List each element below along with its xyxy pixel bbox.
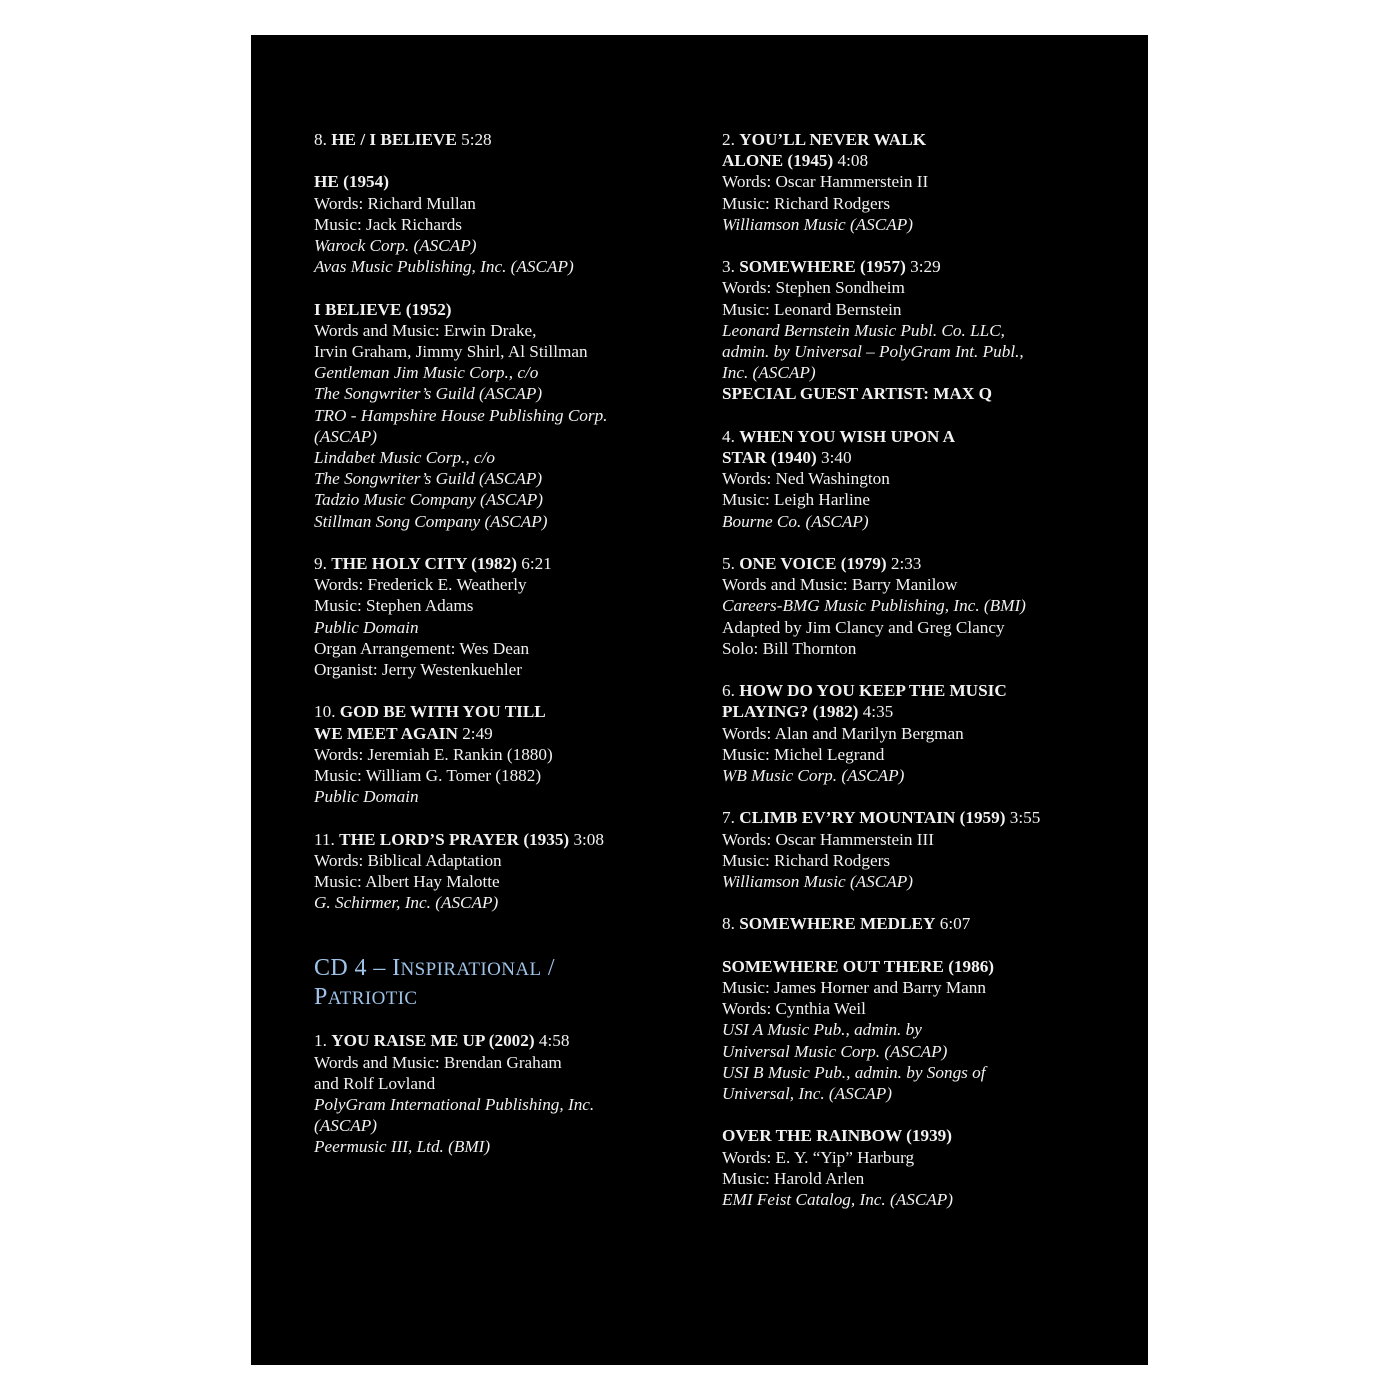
track-number: 6. bbox=[722, 681, 735, 701]
publisher: Williamson Music (ASCAP) bbox=[722, 872, 913, 892]
publisher: Warock Corp. (ASCAP) bbox=[314, 236, 477, 255]
section-title-line bbox=[314, 984, 694, 1013]
track-number: 10. bbox=[314, 702, 336, 722]
words-credit: Words: Jeremiah E. Rankin (1880) bbox=[314, 744, 553, 764]
track-title: WHEN YOU WISH UPON A bbox=[739, 426, 956, 446]
music-credit: Music: Harold Arlen bbox=[722, 1168, 865, 1188]
track-time: 2:49 bbox=[462, 723, 493, 743]
song-title: I BELIEVE (1952) bbox=[314, 299, 452, 319]
track-1-you-raise-me-up bbox=[314, 1030, 694, 1157]
title-part: NSPIRATIONAL bbox=[400, 959, 542, 981]
track-9-holy-city bbox=[314, 553, 694, 680]
music-credit: Music: Stephen Adams bbox=[314, 596, 474, 616]
publisher: Universal, Inc. (ASCAP) bbox=[722, 1084, 892, 1104]
song-he bbox=[314, 171, 694, 277]
publisher: Williamson Music (ASCAP) bbox=[722, 214, 913, 234]
adaptation-credit: Adapted by Jim Clancy and Greg Clancy bbox=[722, 617, 1005, 637]
track-heading-cont bbox=[722, 150, 1122, 171]
track-heading-cont bbox=[722, 447, 1122, 468]
music-credit: Music: William G. Tomer (1882) bbox=[314, 766, 542, 786]
left-column bbox=[314, 129, 694, 1179]
track-time: 3:40 bbox=[821, 448, 852, 468]
track-time: 3:08 bbox=[573, 829, 604, 849]
words-credit: Words: Frederick E. Weatherly bbox=[314, 575, 527, 595]
track-time: 3:55 bbox=[1009, 808, 1041, 828]
track-title: WE MEET AGAIN bbox=[314, 723, 458, 743]
track-title: THE LORD’S PRAYER (1935) bbox=[339, 829, 570, 849]
publisher: Tadzio Music Company (ASCAP) bbox=[314, 490, 544, 510]
music-credit: Music: James Horner and Barry Mann bbox=[722, 978, 986, 998]
track-heading-cont bbox=[722, 701, 1122, 722]
track-4-when-you-wish bbox=[722, 426, 1122, 532]
words-music-credit: and Rolf Lovland bbox=[314, 1073, 436, 1093]
words-credit: Words: E. Y. “Yip” Harburg bbox=[722, 1147, 915, 1167]
words-credit: Words: Oscar Hammerstein III bbox=[722, 829, 934, 849]
right-column bbox=[722, 129, 1122, 1231]
song-over-the-rainbow bbox=[722, 1125, 1122, 1210]
music-credit: Music: Michel Legrand bbox=[722, 744, 885, 764]
booklet-page bbox=[251, 35, 1148, 1365]
track-time: 2:33 bbox=[890, 554, 922, 574]
song-title: OVER THE RAINBOW (1939) bbox=[722, 1126, 952, 1146]
words-music-credit: Words and Music: Barry Manilow bbox=[722, 575, 958, 595]
words-credit: Words: Stephen Sondheim bbox=[722, 278, 905, 298]
track-number: 1. bbox=[314, 1031, 327, 1051]
publisher: EMI Feist Catalog, Inc. (ASCAP) bbox=[722, 1190, 954, 1210]
music-credit: Music: Richard Rodgers bbox=[722, 193, 891, 213]
track-title: HE / I BELIEVE bbox=[331, 130, 457, 149]
title-part: / bbox=[541, 955, 555, 982]
track-5-one-voice bbox=[722, 553, 1122, 659]
track-heading bbox=[314, 829, 694, 850]
track-6-how-do-you-keep bbox=[722, 680, 1122, 786]
publisher: Public Domain bbox=[314, 617, 419, 637]
publisher: Public Domain bbox=[314, 787, 419, 807]
publisher: Careers-BMG Music Publishing, Inc. (BMI) bbox=[722, 596, 1026, 616]
track-number: 2. bbox=[722, 130, 735, 149]
section-title-line bbox=[314, 955, 694, 984]
publisher: Avas Music Publishing, Inc. (ASCAP) bbox=[314, 257, 574, 277]
track-title: SOMEWHERE (1957) bbox=[739, 257, 906, 277]
track-number: 7. bbox=[722, 808, 735, 828]
track-title: PLAYING? (1982) bbox=[722, 702, 859, 722]
track-2-youll-never-walk-alone bbox=[722, 129, 1122, 235]
track-title: THE HOLY CITY (1982) bbox=[331, 554, 517, 574]
publisher: Inc. (ASCAP) bbox=[722, 363, 816, 383]
track-title: CLIMB EV’RY MOUNTAIN (1959) bbox=[739, 808, 1006, 828]
music-credit: Music: Leigh Harline bbox=[722, 490, 870, 510]
guest-artist: SPECIAL GUEST ARTIST: MAX Q bbox=[722, 384, 993, 404]
track-number: 11. bbox=[314, 829, 335, 849]
track-heading bbox=[314, 1030, 694, 1051]
track-heading-cont bbox=[314, 723, 694, 744]
track-8-he-i-believe bbox=[314, 129, 694, 150]
track-title: YOU RAISE ME UP (2002) bbox=[331, 1031, 535, 1051]
publisher: Stillman Song Company (ASCAP) bbox=[314, 511, 548, 531]
music-credit: Music: Leonard Bernstein bbox=[722, 299, 902, 319]
publisher: G. Schirmer, Inc. (ASCAP) bbox=[314, 893, 499, 913]
track-number: 8. bbox=[722, 914, 735, 934]
title-part: P bbox=[314, 983, 328, 1010]
title-part: ATRIOTIC bbox=[327, 987, 418, 1009]
track-title: ONE VOICE (1979) bbox=[739, 554, 887, 574]
publisher: USI B Music Pub., admin. by Songs of bbox=[722, 1062, 986, 1082]
track-time: 6:21 bbox=[521, 554, 552, 574]
publisher: The Songwriter’s Guild (ASCAP) bbox=[314, 384, 543, 404]
track-3-somewhere bbox=[722, 256, 1122, 404]
track-7-climb-every-mountain bbox=[722, 807, 1122, 892]
track-number: 5. bbox=[722, 554, 735, 574]
track-10-god-be-with-you bbox=[314, 701, 694, 807]
track-8-somewhere-medley bbox=[722, 913, 1122, 934]
song-i-believe bbox=[314, 299, 694, 532]
words-credit: Words: Oscar Hammerstein II bbox=[722, 172, 929, 192]
words-credit: Words: Cynthia Weil bbox=[722, 999, 866, 1019]
track-heading bbox=[722, 129, 1122, 150]
publisher: admin. by Universal – PolyGram Int. Publ., bbox=[722, 342, 1024, 362]
publisher: The Songwriter’s Guild (ASCAP) bbox=[314, 469, 543, 489]
arrangement-credit: Organ Arrangement: Wes Dean bbox=[314, 638, 530, 658]
track-time: 4:08 bbox=[837, 151, 869, 171]
track-title: GOD BE WITH YOU TILL bbox=[339, 702, 546, 722]
publisher: TRO - Hampshire House Publishing Corp. bbox=[314, 405, 608, 425]
publisher: USI A Music Pub., admin. by bbox=[722, 1020, 922, 1040]
track-number: 9. bbox=[314, 554, 327, 574]
words-credit: Words: Alan and Marilyn Bergman bbox=[722, 723, 964, 743]
publisher: WB Music Corp. (ASCAP) bbox=[722, 766, 905, 786]
track-time: 3:29 bbox=[910, 257, 941, 277]
track-heading bbox=[722, 256, 1122, 277]
track-title: ALONE (1945) bbox=[722, 151, 834, 171]
solo-credit: Solo: Bill Thornton bbox=[722, 638, 857, 658]
song-somewhere-out-there bbox=[722, 956, 1122, 1104]
track-heading bbox=[722, 913, 1122, 934]
words-credit: Words: Ned Washington bbox=[722, 469, 890, 489]
title-part: CD 4 – I bbox=[314, 955, 401, 982]
track-number: 4. bbox=[722, 426, 735, 446]
track-heading bbox=[314, 129, 694, 150]
track-time: 5:28 bbox=[461, 130, 492, 149]
track-time: 6:07 bbox=[939, 914, 971, 934]
music-credit: Music: Albert Hay Malotte bbox=[314, 872, 500, 892]
music-credit: Music: Jack Richards bbox=[314, 214, 462, 234]
track-number: 8. bbox=[314, 130, 327, 149]
track-heading bbox=[314, 553, 694, 574]
track-title: HOW DO YOU KEEP THE MUSIC bbox=[739, 681, 1007, 701]
track-title: STAR (1940) bbox=[722, 448, 817, 468]
publisher: Peermusic III, Ltd. (BMI) bbox=[314, 1137, 491, 1157]
publisher: Leonard Bernstein Music Publ. Co. LLC, bbox=[722, 320, 1005, 340]
organist-credit: Organist: Jerry Westenkuehler bbox=[314, 660, 522, 680]
track-title: YOU’LL NEVER WALK bbox=[739, 130, 927, 149]
publisher: Gentleman Jim Music Corp., c/o bbox=[314, 363, 539, 383]
publisher: (ASCAP) bbox=[314, 426, 378, 446]
track-heading bbox=[722, 680, 1122, 701]
track-heading bbox=[722, 426, 1122, 447]
publisher: Universal Music Corp. (ASCAP) bbox=[722, 1041, 948, 1061]
track-heading bbox=[314, 701, 694, 722]
words-credit: Words: Richard Mullan bbox=[314, 193, 476, 213]
track-heading bbox=[722, 553, 1122, 574]
track-time: 4:58 bbox=[538, 1031, 570, 1051]
publisher: PolyGram International Publishing, Inc. bbox=[314, 1095, 595, 1115]
words-credit: Words: Biblical Adaptation bbox=[314, 850, 502, 870]
track-title: SOMEWHERE MEDLEY bbox=[739, 914, 936, 934]
song-title: SOMEWHERE OUT THERE (1986) bbox=[722, 956, 995, 976]
publisher: Bourne Co. (ASCAP) bbox=[722, 511, 869, 531]
track-time: 4:35 bbox=[862, 702, 894, 722]
track-number: 3. bbox=[722, 257, 735, 277]
music-credit: Music: Richard Rodgers bbox=[722, 850, 891, 870]
words-music-credit: Irvin Graham, Jimmy Shirl, Al Stillman bbox=[314, 342, 588, 361]
song-title: HE (1954) bbox=[314, 172, 389, 192]
track-heading bbox=[722, 807, 1122, 828]
words-music-credit: Words and Music: Erwin Drake, bbox=[314, 320, 537, 340]
words-music-credit: Words and Music: Brendan Graham bbox=[314, 1052, 562, 1072]
publisher: (ASCAP) bbox=[314, 1116, 378, 1136]
cd4-section-title bbox=[314, 955, 694, 1012]
publisher: Lindabet Music Corp., c/o bbox=[314, 448, 495, 468]
track-11-lords-prayer bbox=[314, 829, 694, 914]
